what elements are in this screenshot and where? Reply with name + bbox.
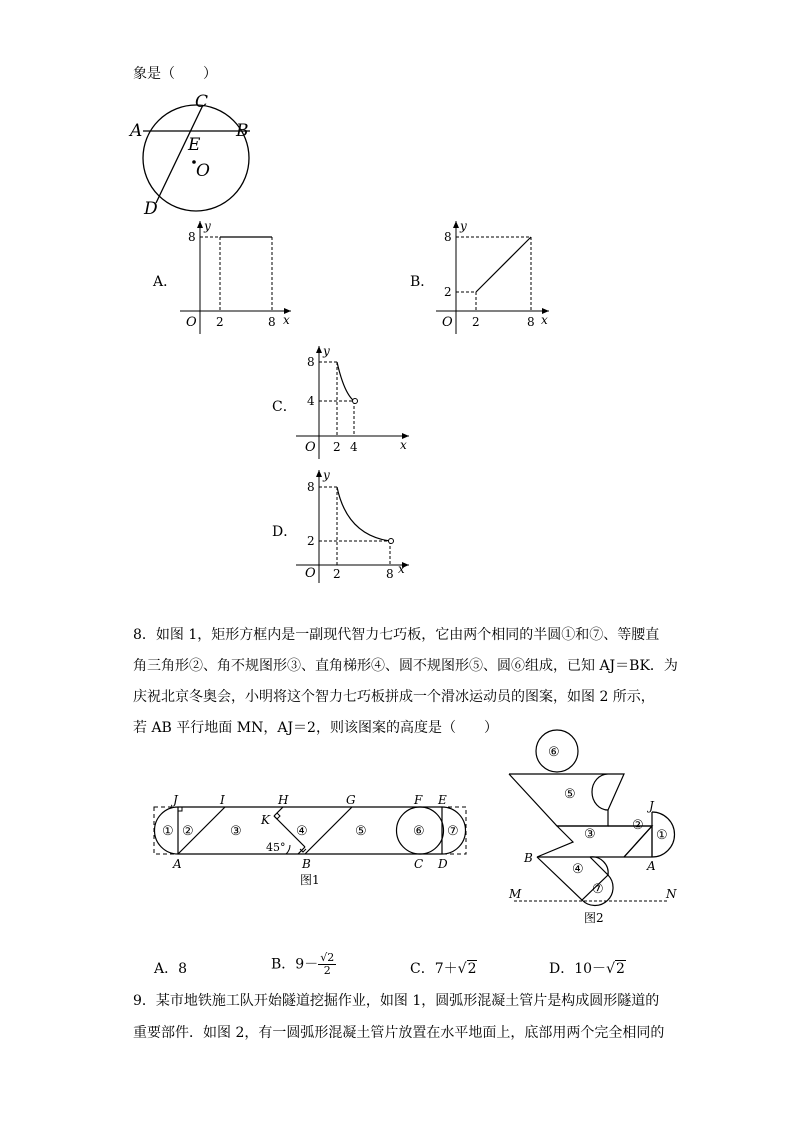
svg-text:2: 2	[333, 567, 341, 581]
svg-text:8: 8	[307, 480, 315, 494]
svg-text:⑤: ⑤	[355, 824, 367, 839]
label-o: O	[196, 161, 210, 181]
svg-text:J: J	[173, 793, 178, 807]
q8-option-b: B．9－ $\frac{√2}{2}$	[271, 951, 335, 977]
svg-text:③: ③	[230, 824, 242, 839]
q8-option-c: C．7＋√2	[410, 961, 477, 977]
q7-option-d-graph	[292, 467, 417, 587]
q9-line-1: 9．某市地铁施工队开始隧道挖掘作业，如图 1，圆弧形混凝土管片是构成圆形隧道的	[133, 993, 660, 1009]
q8-line-3: 庆祝北京冬奥会，小明将这个智力七巧板拼成一个滑冰运动员的图案，如图 2 所示，	[133, 689, 655, 705]
svg-text:x: x	[400, 438, 407, 452]
svg-text:G: G	[346, 793, 356, 807]
svg-text:y: y	[323, 344, 330, 358]
svg-text:F: F	[414, 793, 423, 807]
svg-text:①: ①	[656, 828, 668, 843]
svg-text:C: C	[414, 857, 424, 871]
q7-option-c-label: C．	[272, 399, 297, 415]
svg-text:8: 8	[527, 315, 535, 329]
label-d: D	[144, 199, 158, 219]
svg-text:8: 8	[268, 315, 276, 329]
svg-text:图2: 图2	[584, 911, 604, 925]
q8-line-2: 角三角形②、角不规图形③、直角梯形④、圆不规图形⑤、圆⑥组成，已知 AJ＝BK．为	[133, 658, 678, 674]
svg-text:2: 2	[444, 285, 452, 299]
svg-text:4: 4	[350, 440, 358, 454]
svg-text:45°: 45°	[266, 841, 286, 854]
q8-figure-1	[148, 792, 478, 892]
svg-text:2: 2	[333, 440, 341, 454]
svg-text:8: 8	[444, 230, 452, 244]
curve	[337, 487, 390, 541]
svg-text:⑥: ⑥	[413, 824, 425, 839]
svg-text:2: 2	[472, 315, 480, 329]
q8-option-d: D．10－√2	[549, 961, 625, 977]
svg-text:B: B	[302, 857, 311, 871]
svg-text:②: ②	[182, 824, 194, 839]
svg-text:④: ④	[572, 862, 584, 877]
svg-text:N: N	[666, 887, 677, 901]
svg-text:y: y	[323, 468, 330, 482]
svg-text:A: A	[647, 859, 656, 873]
svg-text:2: 2	[216, 315, 224, 329]
q8-line-1: 8．如图 1，矩形方框内是一副现代智力七巧板，它由两个相同的半圆①和⑦、等腰直	[133, 627, 660, 643]
q7-option-b-label: B．	[410, 274, 435, 290]
svg-text:J: J	[649, 799, 654, 813]
q7-stem-tail: 象是（ ）	[133, 66, 217, 82]
svg-text:⑦: ⑦	[592, 882, 604, 897]
label-c: C	[195, 92, 209, 112]
q7-option-a-label: A．	[153, 274, 178, 290]
svg-text:③: ③	[584, 827, 596, 842]
svg-text:y: y	[204, 219, 211, 233]
svg-text:8: 8	[386, 567, 394, 581]
svg-text:②: ②	[632, 818, 644, 833]
q7-option-c-graph	[292, 343, 417, 463]
svg-text:x: x	[283, 313, 290, 327]
q7-option-d-label: D．	[272, 524, 298, 540]
svg-text:O: O	[442, 315, 453, 330]
svg-text:K: K	[261, 813, 270, 827]
svg-text:I: I	[220, 793, 225, 807]
svg-text:⑦: ⑦	[447, 824, 459, 839]
svg-text:O: O	[186, 315, 197, 330]
q7-option-b-graph	[432, 218, 557, 338]
svg-text:8: 8	[307, 355, 315, 369]
label-e: E	[188, 135, 201, 155]
q7-option-a-graph	[176, 218, 296, 338]
curve	[337, 362, 354, 401]
q8-figure-2	[504, 730, 686, 930]
q8-line-4: 若 AB 平行地面 MN，AJ＝2，则该图案的高度是（ ）	[133, 720, 498, 736]
svg-text:⑥: ⑥	[548, 745, 560, 760]
svg-text:④: ④	[296, 824, 308, 839]
q7-circle-figure	[128, 88, 268, 218]
label-a: A	[130, 121, 143, 141]
svg-text:x: x	[541, 313, 548, 327]
segment	[476, 237, 531, 292]
svg-text:M: M	[509, 887, 522, 901]
svg-text:图1: 图1	[300, 873, 320, 887]
svg-text:O: O	[305, 440, 316, 455]
svg-text:O: O	[305, 566, 316, 581]
open-point	[389, 539, 394, 544]
label-b: B	[236, 121, 249, 141]
q9-line-2: 重要部件．如图 2，有一圆弧形混凝土管片放置在水平地面上，底部用两个完全相同的	[133, 1025, 665, 1041]
svg-text:E: E	[438, 793, 447, 807]
svg-text:y: y	[460, 219, 467, 233]
svg-text:⑤: ⑤	[564, 787, 576, 802]
svg-text:A: A	[173, 857, 182, 871]
q8-option-a: A．8	[154, 961, 188, 977]
svg-text:①: ①	[162, 824, 174, 839]
svg-text:2: 2	[307, 534, 315, 548]
svg-text:4: 4	[307, 394, 315, 408]
svg-text:x: x	[398, 562, 405, 576]
svg-text:D: D	[438, 857, 448, 871]
svg-text:B: B	[524, 851, 533, 865]
svg-text:H: H	[278, 793, 289, 807]
svg-text:8: 8	[188, 230, 196, 244]
open-point	[353, 399, 358, 404]
